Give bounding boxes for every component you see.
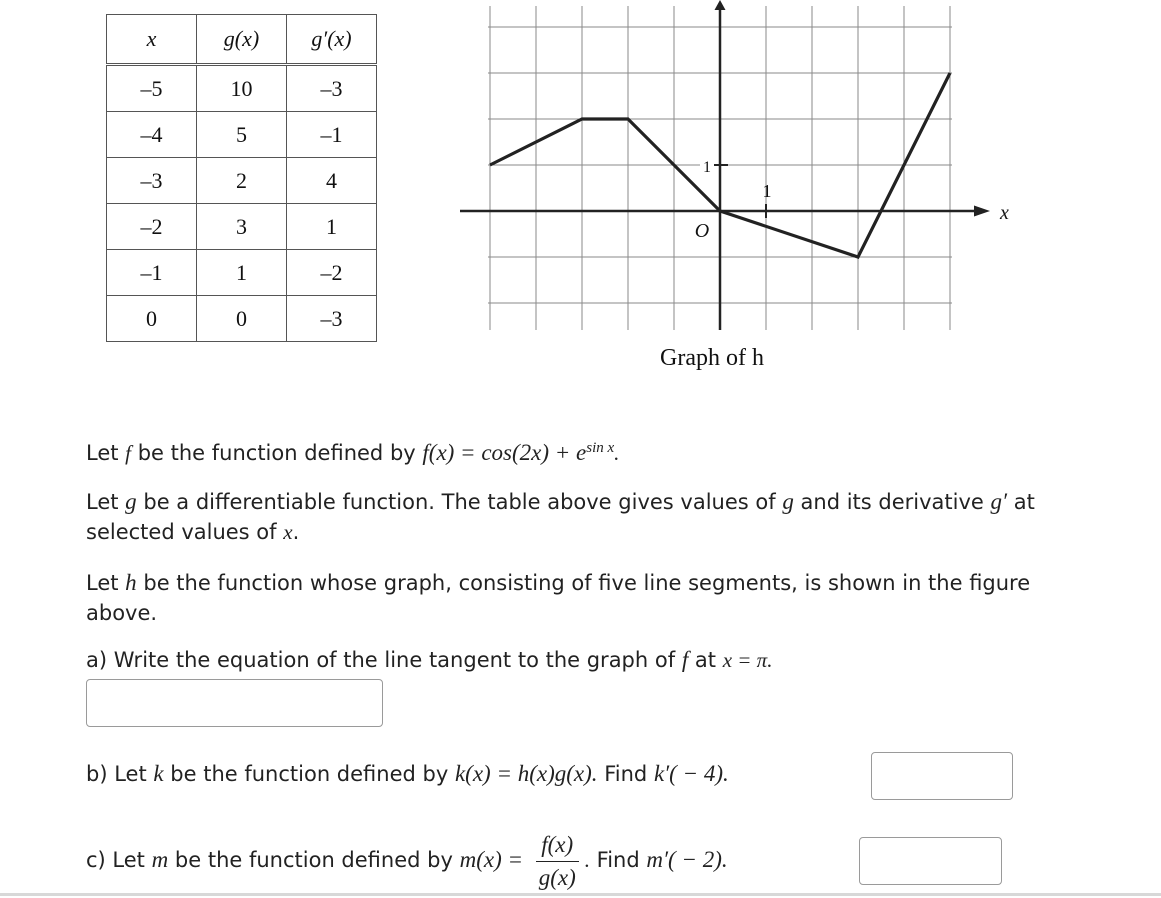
x-axis-arrow-icon — [974, 206, 990, 217]
text: above. — [86, 601, 158, 625]
x-tick-label: 1 — [762, 181, 772, 201]
math-f: f — [125, 441, 132, 465]
g-values-table — [106, 14, 377, 342]
text: b) Let — [86, 762, 147, 786]
fraction-f-over-g — [536, 831, 579, 892]
part-b-question — [86, 759, 729, 789]
table-row — [107, 204, 377, 250]
table-cell: 1 — [197, 250, 287, 296]
math-x-equals-pi: x = π. — [722, 648, 773, 672]
math-x: x — [283, 520, 293, 544]
math-g: g — [125, 489, 137, 514]
text: c) Let — [86, 848, 145, 872]
text: be the function whose graph, consisting of five line segments, is shown in the figure — [143, 571, 1031, 595]
text: be the function defined by — [170, 762, 449, 786]
table-row — [107, 296, 377, 342]
math-m: m — [151, 847, 169, 872]
table-row — [107, 250, 377, 296]
table-cell: 0 — [197, 296, 287, 342]
text: Find — [604, 762, 648, 786]
part-c-question — [86, 822, 728, 898]
math-f-formula: f(x) = cos(2x) + e — [422, 440, 587, 465]
table-cell: –1 — [287, 112, 377, 158]
y-tick-label: 1 — [703, 159, 711, 176]
text: Let — [86, 441, 119, 465]
text: and its derivative — [800, 490, 984, 514]
text: . — [614, 441, 620, 465]
table-cell: 10 — [197, 65, 287, 112]
math-k: k — [153, 761, 164, 786]
table-cell: –3 — [287, 296, 377, 342]
table-cell: 1 — [287, 204, 377, 250]
text: Let — [86, 490, 119, 514]
paragraph-g-definition — [86, 487, 1096, 547]
table-cell: 5 — [197, 112, 287, 158]
table-cell: 2 — [197, 158, 287, 204]
text: . — [292, 520, 300, 544]
table-cell: 3 — [197, 204, 287, 250]
table-cell: –3 — [287, 65, 377, 112]
table-row — [107, 65, 377, 112]
text: selected values of — [86, 520, 277, 544]
table-cell: –3 — [107, 158, 197, 204]
math-m-prime: m′( − 2). — [646, 847, 728, 872]
math-m-formula: m(x) = — [459, 847, 524, 872]
math-k-formula: k(x) = h(x)g(x). — [454, 761, 598, 786]
math-gprime: g′ — [990, 489, 1008, 514]
text: at — [1013, 490, 1035, 514]
x-axis-label: x — [1000, 202, 1009, 224]
text: be a differentiable function. The table above gives values of — [143, 490, 776, 514]
table-header-row — [107, 15, 377, 65]
text: . — [584, 848, 590, 872]
table-header-x: x — [107, 15, 197, 65]
text: at — [694, 648, 716, 672]
part-a-question — [86, 645, 772, 675]
text: Find — [596, 848, 640, 872]
math-f: f — [681, 647, 689, 672]
graph-of-h — [460, 0, 1020, 340]
paragraph-h-definition — [86, 568, 1096, 628]
text: be the function defined by — [137, 441, 416, 465]
text: Let — [86, 571, 119, 595]
math-exponent: sin x — [586, 440, 615, 456]
y-axis-arrow-icon — [715, 0, 726, 10]
fraction-numerator: f(x) — [536, 831, 579, 862]
table-cell: –2 — [107, 204, 197, 250]
part-b-answer-input[interactable] — [871, 752, 1013, 800]
table-row — [107, 158, 377, 204]
paragraph-f-definition — [86, 433, 619, 468]
part-c-answer-input[interactable] — [859, 837, 1002, 885]
graph-caption: Graph of h — [660, 345, 764, 371]
math-g: g — [782, 489, 794, 514]
table-cell: –4 — [107, 112, 197, 158]
text: a) Write the equation of the line tangent to the graph of — [86, 648, 676, 672]
table-cell: 4 — [287, 158, 377, 204]
table-cell: –2 — [287, 250, 377, 296]
table-cell: –1 — [107, 250, 197, 296]
math-h: h — [125, 570, 137, 595]
part-a-answer-input[interactable] — [86, 679, 383, 727]
table-header-gprime: g′(x) — [287, 15, 377, 65]
table-cell: –5 — [107, 65, 197, 112]
math-k-prime: k′( − 4). — [653, 761, 729, 786]
fraction-denominator: g(x) — [538, 864, 576, 890]
bottom-divider — [0, 893, 1161, 896]
origin-label: O — [694, 220, 710, 242]
table-cell: 0 — [107, 296, 197, 342]
table-header-g: g(x) — [197, 15, 287, 65]
text: be the function defined by — [174, 848, 453, 872]
table-row — [107, 112, 377, 158]
